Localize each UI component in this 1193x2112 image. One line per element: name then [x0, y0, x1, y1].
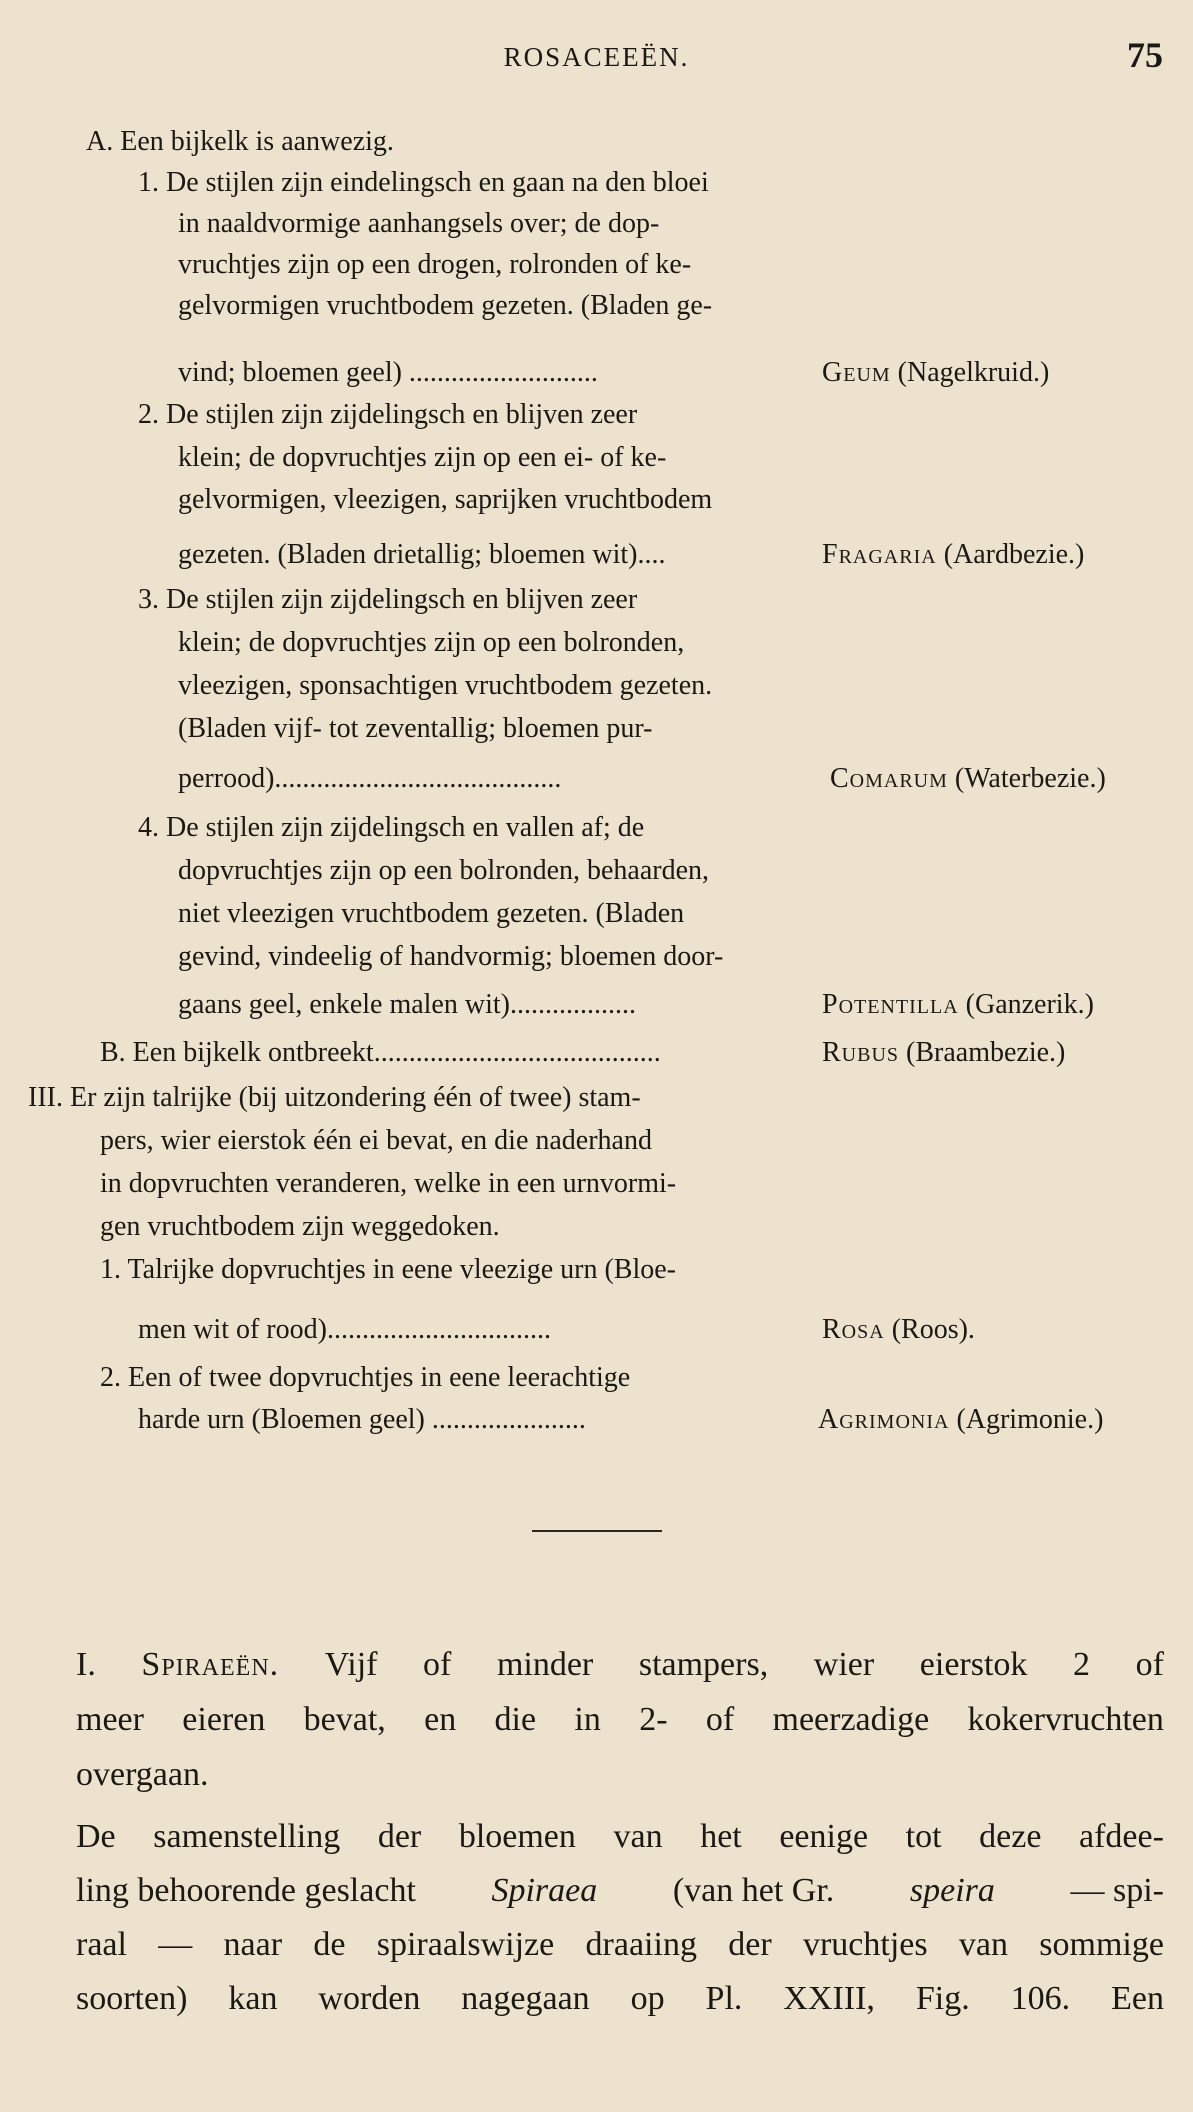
word: De — [76, 1818, 116, 1855]
key-line: in naaldvormige aanhangsels over; de dop- — [178, 208, 660, 239]
key-line: 3. De stijlen zijn zijdelingsch en blijven zeer — [138, 584, 638, 615]
key-line: pers, wier eierstok één ei bevat, en die naderhand — [100, 1125, 652, 1156]
word: 2 — [1073, 1646, 1090, 1683]
word: van — [958, 1926, 1008, 1963]
word: I. — [76, 1646, 96, 1683]
word: de — [313, 1926, 346, 1963]
text-run: — spi- — [1070, 1872, 1164, 1909]
paragraph-line — [76, 1810, 1164, 1864]
word: minder — [496, 1646, 594, 1683]
word: wier — [813, 1646, 875, 1683]
word: nagegaan — [461, 1980, 590, 2017]
common-name: (Agrimonie.) — [949, 1404, 1104, 1435]
running-header: ROSACEEËN. — [503, 42, 690, 72]
key-line: niet vleezigen vruchtbodem gezeten. (Bladen — [178, 898, 685, 929]
genus-name: Rosa — [822, 1314, 885, 1345]
key-line: in dopvruchten veranderen, welke in een urnvormi- — [100, 1168, 677, 1199]
paragraph-line — [76, 1918, 1164, 1972]
genus-entry — [822, 1310, 975, 1350]
genus-entry — [822, 535, 1084, 575]
key-line: dopvruchtjes zijn op een bolronden, behaarden, — [178, 855, 710, 886]
word: die — [494, 1701, 537, 1738]
genus-entry — [822, 1033, 1065, 1073]
genus-name: Potentilla — [822, 989, 959, 1020]
word: kan — [228, 1980, 278, 2017]
common-name: (Roos). — [884, 1314, 975, 1345]
word: eierstok — [919, 1646, 1028, 1683]
word: XXIII, — [783, 1980, 875, 2017]
word: of — [423, 1646, 452, 1683]
paragraph-line — [76, 1693, 1164, 1747]
word: en — [424, 1701, 457, 1738]
paragraph-line: overgaan. — [76, 1756, 209, 1793]
key-line: III. Er zijn talrijke (bij uitzondering één of twee) stam- — [28, 1082, 641, 1113]
text-run: ling behoorende geslacht — [76, 1872, 416, 1909]
section-name: Spiraeën. — [141, 1646, 280, 1683]
key-line: klein; de dopvruchtjes zijn op een bolronden, — [178, 627, 685, 658]
key-line: B. Een bijkelk ontbreekt......................................... — [100, 1037, 661, 1068]
genus-name: Agrimonia — [818, 1404, 950, 1435]
word: kokervruchten — [967, 1701, 1164, 1738]
word: 2- — [639, 1701, 668, 1738]
greek-word: speira — [909, 1872, 995, 1909]
word: meer — [76, 1701, 144, 1738]
word: Pl. — [705, 1980, 743, 2017]
word: tot — [905, 1818, 942, 1855]
word: in — [574, 1701, 601, 1738]
word: draaiing — [585, 1926, 697, 1963]
word: bevat, — [303, 1701, 386, 1738]
word: deze — [979, 1818, 1042, 1855]
key-line: harde urn (Bloemen geel) ...................... — [138, 1404, 586, 1435]
word: Fig. — [915, 1980, 970, 2017]
genus-entry — [822, 353, 1049, 393]
genus-name: Rubus — [822, 1037, 900, 1068]
word: eieren — [182, 1701, 266, 1738]
key-line: vruchtjes zijn op een drogen, rolronden of ke- — [178, 249, 692, 280]
word: het — [700, 1818, 742, 1855]
word: meerzadige — [772, 1701, 930, 1738]
common-name: (Braambezie.) — [899, 1037, 1066, 1068]
word: spiraalswijze — [376, 1926, 555, 1963]
genus-entry — [818, 1400, 1103, 1440]
word: — — [158, 1926, 193, 1963]
word: van — [613, 1818, 663, 1855]
paragraph-line — [76, 1972, 1164, 2026]
word: sommige — [1039, 1926, 1164, 1963]
key-line: vind; bloemen geel) ........................... — [178, 357, 598, 388]
word: Vijf — [324, 1646, 378, 1683]
word: bloemen — [458, 1818, 576, 1855]
word: stampers, — [638, 1646, 769, 1683]
key-line: 4. De stijlen zijn zijdelingsch en vallen af; de — [138, 812, 645, 843]
key-line: gezeten. (Bladen drietallig; bloemen wit).... — [178, 539, 666, 570]
key-line: gaans geel, enkele malen wit).................. — [178, 989, 636, 1020]
word: worden — [318, 1980, 421, 2017]
genus-name: Comarum — [830, 763, 948, 794]
word: afdee- — [1079, 1818, 1164, 1855]
text-run: (van het Gr. — [672, 1872, 835, 1909]
genus-name: Geum — [822, 357, 891, 388]
word: 106. — [1010, 1980, 1071, 2017]
word: raal — [76, 1926, 127, 1963]
word: of — [705, 1701, 735, 1738]
genus-entry — [822, 985, 1094, 1025]
key-line: perrood)......................................... — [178, 763, 562, 794]
section-divider — [532, 1530, 662, 1532]
word: samenstelling — [153, 1818, 341, 1855]
word: of — [1135, 1646, 1164, 1683]
paragraph-line — [76, 1864, 1164, 1918]
key-line: vleezigen, sponsachtigen vruchtbodem gezeten. — [178, 670, 713, 701]
paragraph-line — [76, 1638, 1164, 1692]
word: op — [630, 1980, 665, 2017]
word: soorten) — [76, 1980, 188, 2017]
key-line: gelvormigen vruchtbodem gezeten. (Bladen ge- — [178, 290, 713, 321]
key-line: gevind, vindeelig of handvormig; bloemen door- — [178, 941, 724, 972]
key-line: 1. De stijlen zijn eindelingsch en gaan na den bloei — [138, 167, 709, 198]
key-line: 2. De stijlen zijn zijdelingsch en blijven zeer — [138, 399, 638, 430]
common-name: (Nagelkruid.) — [890, 357, 1050, 388]
key-line: (Bladen vijf- tot zeventallig; bloemen pur- — [178, 713, 653, 744]
genus-entry — [830, 759, 1106, 799]
key-line: 2. Een of twee dopvruchtjes in eene leerachtige — [100, 1362, 631, 1393]
key-line: men wit of rood)................................ — [138, 1314, 551, 1345]
key-line: A. Een bijkelk is aanwezig. — [86, 126, 394, 157]
word: vruchtjes — [802, 1926, 928, 1963]
word: der — [377, 1818, 422, 1855]
page-number: 75 — [1127, 35, 1163, 75]
common-name: (Aardbezie.) — [936, 539, 1085, 570]
word: Een — [1111, 1980, 1164, 2017]
genus-name: Spiraea — [491, 1872, 598, 1909]
word: eenige — [779, 1818, 869, 1855]
key-line: gelvormigen, vleezigen, saprijken vruchtbodem — [178, 484, 713, 515]
word: der — [728, 1926, 772, 1963]
common-name: (Ganzerik.) — [958, 989, 1094, 1020]
key-line: gen vruchtbodem zijn weggedoken. — [100, 1211, 500, 1242]
genus-name: Fragaria — [822, 539, 937, 570]
key-line: klein; de dopvruchtjes zijn op een ei- of ke- — [178, 442, 667, 473]
word: naar — [223, 1926, 283, 1963]
key-line: 1. Talrijke dopvruchtjes in eene vleezige urn (Bloe- — [100, 1254, 676, 1285]
common-name: (Waterbezie.) — [947, 763, 1106, 794]
